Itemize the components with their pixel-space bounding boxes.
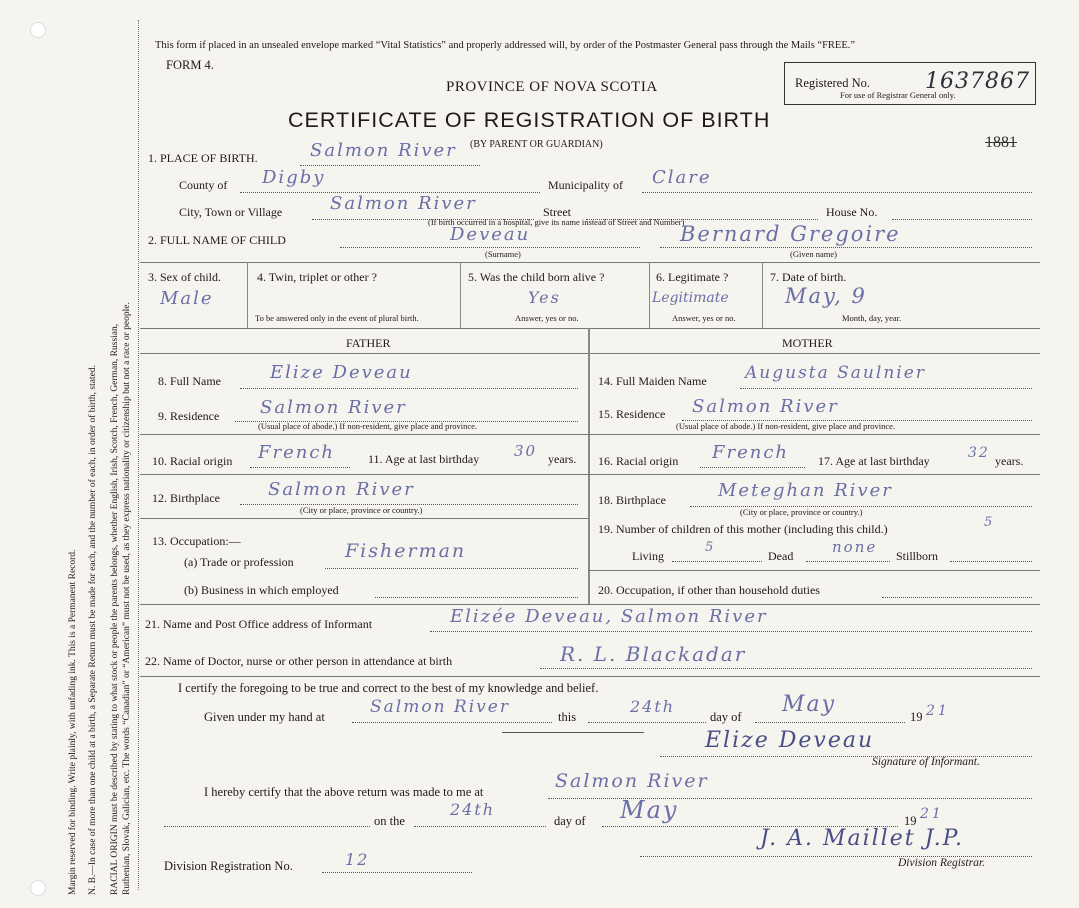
trade-value: Fisherman <box>345 540 467 562</box>
sex-label: 3. Sex of child. <box>148 270 221 284</box>
mother-residence-label: 15. Residence <box>598 407 666 421</box>
father-residence-value: Salmon River <box>260 397 407 418</box>
province-heading: PROVINCE OF NOVA SCOTIA <box>446 79 658 95</box>
twin-label: 4. Twin, triplet or other ? <box>257 270 377 284</box>
given-year-prefix: 19 <box>910 710 923 724</box>
father-residence-label: 9. Residence <box>158 409 220 423</box>
children-count-label: 19. Number of children of this mother (including this child.) <box>598 522 888 536</box>
return-day-of-label: day of <box>554 814 586 828</box>
sidebar-racial-note-1: RACIAL ORIGIN must be described by stating to what stock or people the parents belongs, whether English, Irish, Scotch, French, German, Russian, <box>110 323 120 895</box>
born-alive-label: 5. Was the child born alive ? <box>468 270 605 284</box>
municipality-label: Municipality of <box>548 178 623 192</box>
sidebar-racial-note-2: Ruthenian, Slovak, Galician, etc. The words “Canadian” or “American” must not be used, as they express nationality or citizenship but not a race or people. <box>122 302 132 895</box>
mother-racial-value: French <box>712 442 790 463</box>
twin-note: To be answered only in the event of plural birth. <box>255 313 419 323</box>
sex-value: Male <box>160 288 214 309</box>
certify-statement: I certify the foregoing to be true and correct to the best of my knowledge and belief. <box>178 681 599 695</box>
certificate-title: CERTIFICATE OF REGISTRATION OF BIRTH <box>288 108 771 132</box>
given-day-of-label: day of <box>710 710 742 724</box>
dead-label: Dead <box>768 549 794 563</box>
place-of-birth-value: Salmon River <box>310 140 457 161</box>
father-age-value: 30 <box>514 442 538 460</box>
mother-residence-value: Salmon River <box>692 396 839 417</box>
stillborn-label: Stillborn <box>896 549 939 563</box>
county-label: County of <box>179 178 228 192</box>
registered-box <box>784 62 1036 105</box>
given-day-value: 24th <box>630 697 676 716</box>
return-on-the-label: on the <box>374 814 405 828</box>
given-under-label: Given under my hand at <box>204 710 325 724</box>
mother-occupation-label: 20. Occupation, if other than household duties <box>598 583 820 597</box>
registrar-signature: J. A. Maillet J.P. <box>760 826 965 851</box>
mother-age-value: 32 <box>968 445 990 461</box>
born-alive-note: Answer, yes or no. <box>515 313 579 323</box>
return-year-value: 21 <box>920 806 944 822</box>
sidebar-nb-note: N. B.—In case of more than one child at a birth, a Separate Return must be made for each, and the number of each, in order of birth, stated. <box>88 365 98 895</box>
born-alive-value: Yes <box>528 288 561 307</box>
living-label: Living <box>632 549 664 563</box>
binding-hole <box>30 880 46 896</box>
trade-label: (a) Trade or profession <box>184 555 294 569</box>
registered-number: 1637867 <box>925 69 1030 94</box>
occupation-label: 13. Occupation:— <box>152 534 241 548</box>
legitimate-label: 6. Legitimate ? <box>656 270 729 284</box>
mother-name-value: Augusta Saulnier <box>745 363 926 383</box>
city-label: City, Town or Village <box>179 205 283 219</box>
mail-notice: This form if placed in an unsealed envelope marked “Vital Statistics” and properly addressed will, by order of the Postmaster General pass through the Mails “FREE.” <box>155 40 856 51</box>
informant-value: Elizée Deveau, Salmon River <box>450 606 768 627</box>
form-number: FORM 4. <box>166 58 214 72</box>
mother-birthplace-value: Meteghan River <box>718 480 893 501</box>
child-name-label: 2. FULL NAME OF CHILD <box>148 233 286 247</box>
father-residence-note: (Usual place of abode.) If non-resident, give place and province. <box>258 421 478 431</box>
mother-age-label: 17. Age at last birthday <box>818 454 930 468</box>
given-place-value: Salmon River <box>370 697 510 717</box>
certificate-subtitle: (BY PARENT OR GUARDIAN) <box>470 139 603 150</box>
father-racial-value: French <box>258 442 336 463</box>
father-heading: FATHER <box>346 336 391 350</box>
father-birthplace-label: 12. Birthplace <box>152 491 220 505</box>
mother-racial-label: 16. Racial origin <box>598 454 679 468</box>
given-name-note: (Given name) <box>790 249 837 259</box>
binding-hole <box>30 22 46 38</box>
date-of-birth-label: 7. Date of birth. <box>770 270 847 284</box>
father-age-unit: years. <box>548 452 577 466</box>
date-of-birth-note: Month, day, year. <box>842 313 902 323</box>
division-registration-label: Division Registration No. <box>164 859 293 873</box>
mother-age-unit: years. <box>995 454 1024 468</box>
father-name-value: Elize Deveau <box>270 362 413 383</box>
city-value: Salmon River <box>330 193 477 214</box>
legitimate-note: Answer, yes or no. <box>672 313 736 323</box>
county-value: Digby <box>262 167 326 188</box>
informant-label: 21. Name and Post Office address of Informant <box>145 617 373 631</box>
division-registration-value: 12 <box>345 850 370 869</box>
father-birthplace-value: Salmon River <box>268 479 415 500</box>
mother-residence-note: (Usual place of abode.) If non-resident, give place and province. <box>676 421 896 431</box>
street-label: Street <box>543 205 571 219</box>
place-of-birth-label: 1. PLACE OF BIRTH. <box>148 151 258 165</box>
business-label: (b) Business in which employed <box>184 583 339 597</box>
given-this-label: this <box>558 710 577 724</box>
dead-value: none <box>832 538 878 556</box>
father-racial-label: 10. Racial origin <box>152 454 233 468</box>
children-count-value: 5 <box>984 515 995 530</box>
doctor-label: 22. Name of Doctor, nurse or other person in attendance at birth <box>145 654 453 668</box>
informant-signature-label: Signature of Informant. <box>872 756 980 768</box>
given-month-value: May <box>782 692 837 717</box>
mother-birthplace-note: (City or place, province or country.) <box>740 507 863 517</box>
registered-label: Registered No. <box>795 76 870 90</box>
return-label: I hereby certify that the above return was made to me at <box>204 785 484 799</box>
return-month-value: May <box>620 796 679 824</box>
child-surname-value: Deveau <box>450 224 531 245</box>
mother-name-label: 14. Full Maiden Name <box>598 374 707 388</box>
date-of-birth-value: May, 9 <box>785 284 867 308</box>
mother-birthplace-label: 18. Birthplace <box>598 493 666 507</box>
sidebar-margin-note: Margin reserved for binding. Write plainly, with unfading ink. This is a Permanent Record. <box>68 549 78 895</box>
registrar-label: Division Registrar. <box>898 857 985 869</box>
child-given-name-value: Bernard Gregoire <box>680 222 901 246</box>
return-place-value: Salmon River <box>555 770 709 792</box>
return-year-prefix: 19 <box>904 814 917 828</box>
margin-perforation <box>138 20 139 890</box>
father-name-label: 8. Full Name <box>158 374 221 388</box>
living-value: 5 <box>705 540 716 555</box>
corner-mark: 1881 <box>985 134 1017 151</box>
legitimate-value: Legitimate <box>652 290 729 306</box>
father-birthplace-note: (City or place, province or country.) <box>300 505 423 515</box>
mother-heading: MOTHER <box>782 336 833 350</box>
street-note: (If birth occurred in a hospital, give its name instead of Street and Number) <box>428 217 685 227</box>
informant-signature: Elize Deveau <box>705 728 875 753</box>
return-day-value: 24th <box>450 800 496 819</box>
registered-note: For use of Registrar General only. <box>840 90 956 100</box>
father-age-label: 11. Age at last birthday <box>368 452 480 466</box>
house-label: House No. <box>826 205 878 219</box>
municipality-value: Clare <box>652 167 712 188</box>
given-year-value: 21 <box>926 703 950 719</box>
doctor-value: R. L. Blackadar <box>560 642 747 666</box>
surname-note: (Surname) <box>485 249 521 259</box>
